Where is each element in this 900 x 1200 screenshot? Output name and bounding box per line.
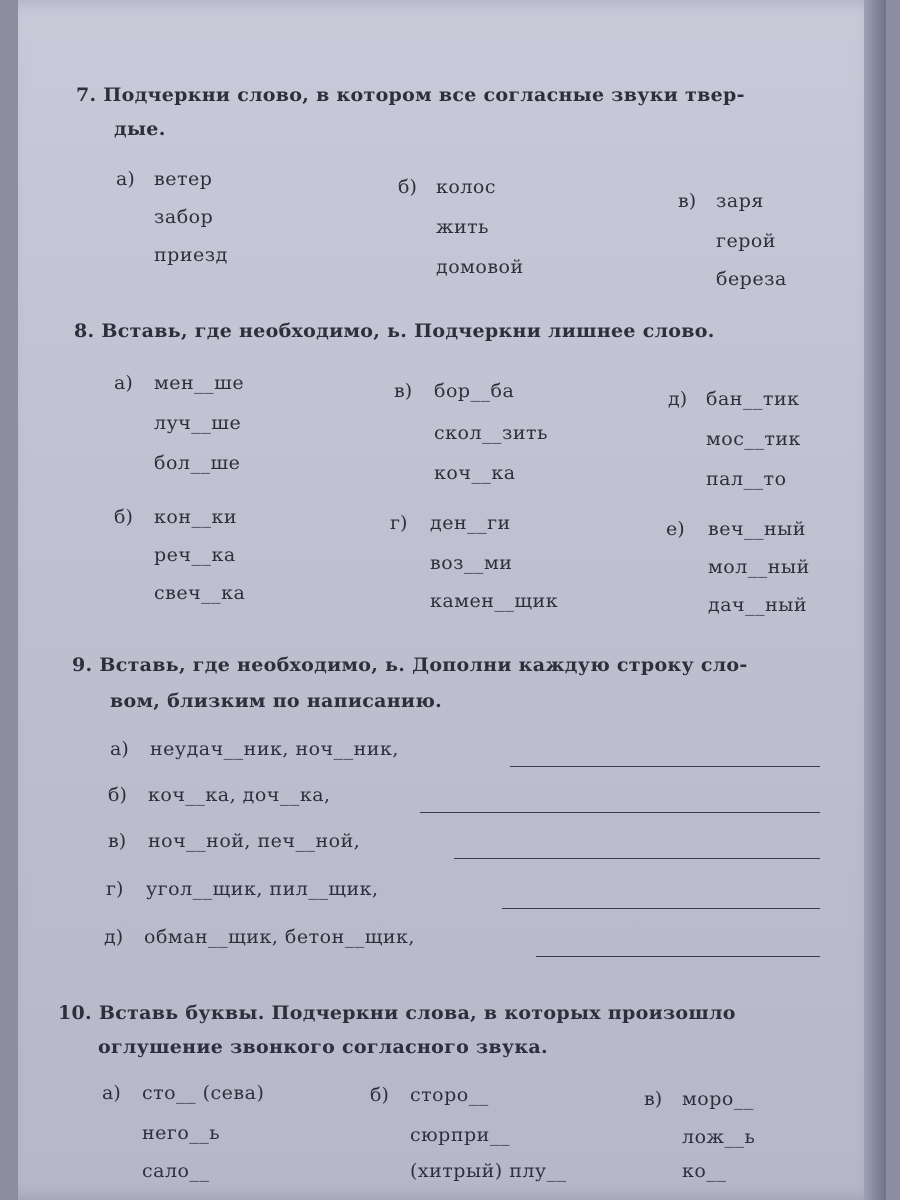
task8-e-word1: веч__ный: [708, 518, 806, 540]
task10-v-word3: ко__: [682, 1160, 727, 1182]
task8-v-word3: коч__ка: [434, 462, 516, 484]
task9-label-g: г): [106, 878, 124, 900]
task9-answer-line-a[interactable]: [510, 766, 820, 767]
task8-label-a: а): [114, 372, 133, 394]
task7-a-word1: ветер: [154, 168, 213, 190]
task7-a-word3: приезд: [154, 244, 228, 266]
task8-b-word1: кон__ки: [154, 506, 238, 528]
task9-answer-line-v[interactable]: [454, 858, 820, 859]
task8-v-word2: скол__зить: [434, 422, 548, 444]
task8-g-word1: ден__ги: [430, 512, 511, 534]
task8-v-word1: бор__ба: [434, 380, 515, 402]
task9-label-v: в): [108, 830, 127, 852]
task8-a-word1: мен__ше: [154, 372, 245, 394]
task9-label-a: а): [110, 738, 129, 760]
task8-label-e: е): [666, 518, 685, 540]
task8-b-word3: свеч__ка: [154, 582, 246, 604]
task7-label-b: б): [398, 176, 417, 198]
task10-a-word1: сто__ (сева): [142, 1082, 265, 1104]
task9-row-v: ноч__ной, печ__ной,: [148, 830, 361, 852]
task10-title-line1: 10. Вставь буквы. Подчеркни слова, в которых произошло: [58, 1002, 736, 1024]
task10-v-word2: лож__ь: [682, 1126, 756, 1148]
task9-row-d: обман__щик, бетон__щик,: [144, 926, 415, 948]
task7-label-a: а): [116, 168, 135, 190]
task8-d-word1: бан__тик: [706, 388, 800, 410]
task7-label-v: в): [678, 190, 697, 212]
task8-a-word3: бол__ше: [154, 452, 241, 474]
task8-e-word3: дач__ный: [708, 594, 808, 616]
task10-b-word3: (хитрый) плу__: [410, 1160, 567, 1182]
task8-a-word2: луч__ше: [154, 412, 242, 434]
task7-v-word1: заря: [716, 190, 764, 212]
task10-a-word3: сало__: [142, 1160, 210, 1182]
task8-b-word2: реч__ка: [154, 544, 236, 566]
task10-label-b: б): [370, 1084, 389, 1106]
task7-b-word1: колос: [436, 176, 496, 198]
task9-title-line2: вом, близким по написанию.: [110, 690, 443, 712]
task7-title-line2: дые.: [114, 118, 166, 140]
task10-b-word1: сторо__: [410, 1084, 489, 1106]
task8-label-b: б): [114, 506, 133, 528]
task8-d-word3: пал__то: [706, 468, 787, 490]
task9-label-d: д): [104, 926, 124, 948]
task7-v-word2: герой: [716, 230, 776, 252]
task9-label-b: б): [108, 784, 127, 806]
task8-label-v: в): [394, 380, 413, 402]
task8-g-word2: воз__ми: [430, 552, 513, 574]
task10-label-a: а): [102, 1082, 121, 1104]
task10-a-word2: него__ь: [142, 1122, 221, 1144]
task8-title: 8. Вставь, где необходимо, ь. Подчеркни лишнее слово.: [74, 320, 715, 342]
task8-d-word2: мос__тик: [706, 428, 801, 450]
task10-title-line2: оглушение звонкого согласного звука.: [98, 1036, 548, 1058]
page-edge: [864, 0, 886, 1200]
task9-answer-line-b[interactable]: [420, 812, 820, 813]
task8-label-d: д): [668, 388, 688, 410]
task10-label-v: в): [644, 1088, 663, 1110]
task7-a-word2: забор: [154, 206, 214, 228]
task10-v-word1: моро__: [682, 1088, 754, 1110]
task9-row-a: неудач__ник, ноч__ник,: [150, 738, 399, 760]
task10-b-word2: сюрпри__: [410, 1124, 510, 1146]
task8-e-word2: мол__ный: [708, 556, 810, 578]
task9-answer-line-d[interactable]: [536, 956, 820, 957]
task9-title-line1: 9. Вставь, где необходимо, ь. Дополни каждую строку сло-: [72, 654, 748, 676]
task7-v-word3: береза: [716, 268, 787, 290]
task7-title-line1: 7. Подчеркни слово, в котором все согласные звуки твер-: [76, 84, 745, 106]
task8-g-word3: камен__щик: [430, 590, 559, 612]
task8-label-g: г): [390, 512, 408, 534]
task7-b-word2: жить: [436, 216, 489, 238]
worksheet-page: [18, 0, 886, 1200]
task9-answer-line-g[interactable]: [502, 908, 820, 909]
task7-b-word3: домовой: [436, 256, 524, 278]
task9-row-b: коч__ка, доч__ка,: [148, 784, 331, 806]
task9-row-g: угол__щик, пил__щик,: [146, 878, 379, 900]
